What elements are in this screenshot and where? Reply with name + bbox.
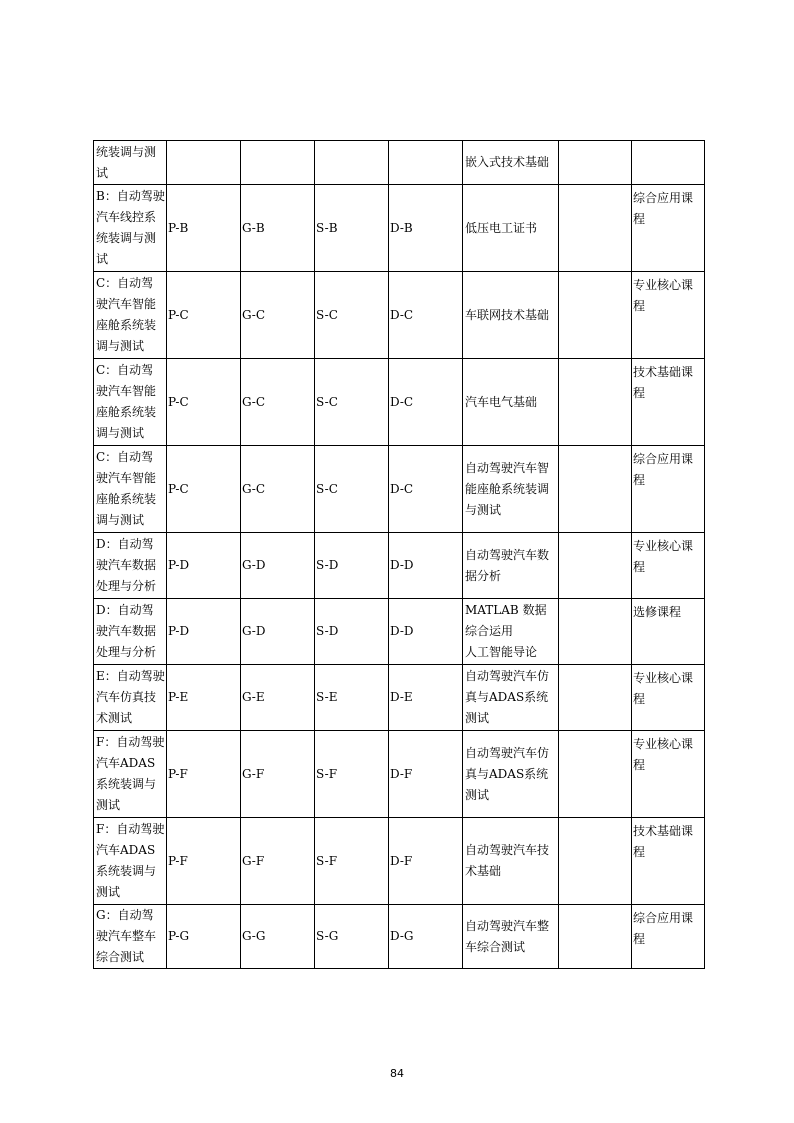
g-code-cell: G-B [241, 185, 315, 272]
g-code-cell: G-F [241, 731, 315, 818]
module-cell: E：自动驾驶汽车仿真技术测试 [94, 665, 167, 731]
table-row [94, 141, 705, 185]
d-code-cell: D-F [389, 731, 463, 818]
s-code-cell: S-E [315, 665, 389, 731]
module-cell: G：自动驾驶汽车整车综合测试 [94, 905, 167, 969]
course-type-cell: 技术基础课程 [632, 818, 705, 905]
g-code-cell: G-F [241, 818, 315, 905]
table-row [94, 272, 705, 359]
blank-cell [559, 905, 632, 969]
module-cell: 统装调与测试 [94, 141, 167, 185]
blank-cell [559, 446, 632, 533]
d-code-cell: D-D [389, 533, 463, 599]
d-code-cell: D-C [389, 446, 463, 533]
p-code-cell: P-G [167, 905, 241, 969]
course-type-cell: 专业核心课程 [632, 665, 705, 731]
course-type-cell: 专业核心课程 [632, 272, 705, 359]
blank-cell [559, 272, 632, 359]
table-row [94, 446, 705, 533]
page-number: 84 [390, 1067, 404, 1080]
s-code-cell: S-D [315, 599, 389, 665]
course-cell: 自动驾驶汽车数据分析 [463, 533, 559, 599]
blank-cell [559, 665, 632, 731]
course-cell: 车联网技术基础 [463, 272, 559, 359]
course-type-cell: 选修课程 [632, 599, 705, 665]
p-code-cell: P-B [167, 185, 241, 272]
d-code-cell: D-C [389, 272, 463, 359]
course-type-cell: 综合应用课程 [632, 905, 705, 969]
g-code-cell: G-C [241, 359, 315, 446]
p-code-cell: P-D [167, 599, 241, 665]
course-type-cell: 综合应用课程 [632, 446, 705, 533]
g-code-cell: G-D [241, 533, 315, 599]
course-line: 人工智能导论 [465, 645, 538, 659]
s-code-cell: S-C [315, 359, 389, 446]
s-code-cell: S-B [315, 185, 389, 272]
s-code-cell: S-G [315, 905, 389, 969]
g-code-cell: G-D [241, 599, 315, 665]
p-code-cell: P-C [167, 359, 241, 446]
blank-cell [559, 731, 632, 818]
course-cell: 自动驾驶汽车整车综合测试 [463, 905, 559, 969]
course-cell: 嵌入式技术基础 [463, 141, 559, 185]
d-code-cell: D-F [389, 818, 463, 905]
d-code-cell: D-E [389, 665, 463, 731]
g-code-cell: G-C [241, 272, 315, 359]
blank-cell [559, 599, 632, 665]
g-code-cell: G-G [241, 905, 315, 969]
g-code-cell: G-C [241, 446, 315, 533]
course-cell: 自动驾驶汽车仿真与ADAS系统测试 [463, 731, 559, 818]
module-cell: D：自动驾驶汽车数据处理与分析 [94, 599, 167, 665]
d-code-cell: D-B [389, 185, 463, 272]
course-cell: 低压电工证书 [463, 185, 559, 272]
s-code-cell [315, 141, 389, 185]
blank-cell [559, 141, 632, 185]
p-code-cell: P-D [167, 533, 241, 599]
table-row [94, 818, 705, 905]
table-row [94, 665, 705, 731]
table-row [94, 185, 705, 272]
blank-cell [559, 185, 632, 272]
module-cell: D：自动驾驶汽车数据处理与分析 [94, 533, 167, 599]
course-type-cell: 专业核心课程 [632, 731, 705, 818]
course-cell: 自动驾驶汽车技术基础 [463, 818, 559, 905]
s-code-cell: S-D [315, 533, 389, 599]
course-type-cell: 综合应用课程 [632, 185, 705, 272]
module-cell: F：自动驾驶汽车ADAS系统装调与测试 [94, 818, 167, 905]
course-cell: 自动驾驶汽车智能座舱系统装调与测试 [463, 446, 559, 533]
course-type-cell: 专业核心课程 [632, 533, 705, 599]
s-code-cell: S-F [315, 818, 389, 905]
course-type-cell [632, 141, 705, 185]
module-cell: C：自动驾驶汽车智能座舱系统装调与测试 [94, 446, 167, 533]
module-cell: C：自动驾驶汽车智能座舱系统装调与测试 [94, 359, 167, 446]
s-code-cell: S-F [315, 731, 389, 818]
course-cell: 自动驾驶汽车仿真与ADAS系统测试 [463, 665, 559, 731]
course-mapping-table [93, 140, 705, 969]
d-code-cell: D-D [389, 599, 463, 665]
d-code-cell [389, 141, 463, 185]
p-code-cell: P-C [167, 272, 241, 359]
d-code-cell: D-C [389, 359, 463, 446]
table-row [94, 905, 705, 969]
p-code-cell [167, 141, 241, 185]
g-code-cell [241, 141, 315, 185]
p-code-cell: P-F [167, 818, 241, 905]
module-cell: B：自动驾驶汽车线控系统装调与测试 [94, 185, 167, 272]
course-line: MATLAB 数据综合运用 [465, 603, 547, 638]
module-cell: C：自动驾驶汽车智能座舱系统装调与测试 [94, 272, 167, 359]
course-cell: 汽车电气基础 [463, 359, 559, 446]
d-code-cell: D-G [389, 905, 463, 969]
course-cell [463, 599, 559, 665]
blank-cell [559, 533, 632, 599]
s-code-cell: S-C [315, 446, 389, 533]
g-code-cell: G-E [241, 665, 315, 731]
s-code-cell: S-C [315, 272, 389, 359]
course-type-cell: 技术基础课程 [632, 359, 705, 446]
table-row [94, 359, 705, 446]
p-code-cell: P-F [167, 731, 241, 818]
blank-cell [559, 818, 632, 905]
p-code-cell: P-C [167, 446, 241, 533]
table-row [94, 599, 705, 665]
module-cell: F：自动驾驶汽车ADAS系统装调与测试 [94, 731, 167, 818]
blank-cell [559, 359, 632, 446]
p-code-cell: P-E [167, 665, 241, 731]
table-row [94, 533, 705, 599]
table-row [94, 731, 705, 818]
